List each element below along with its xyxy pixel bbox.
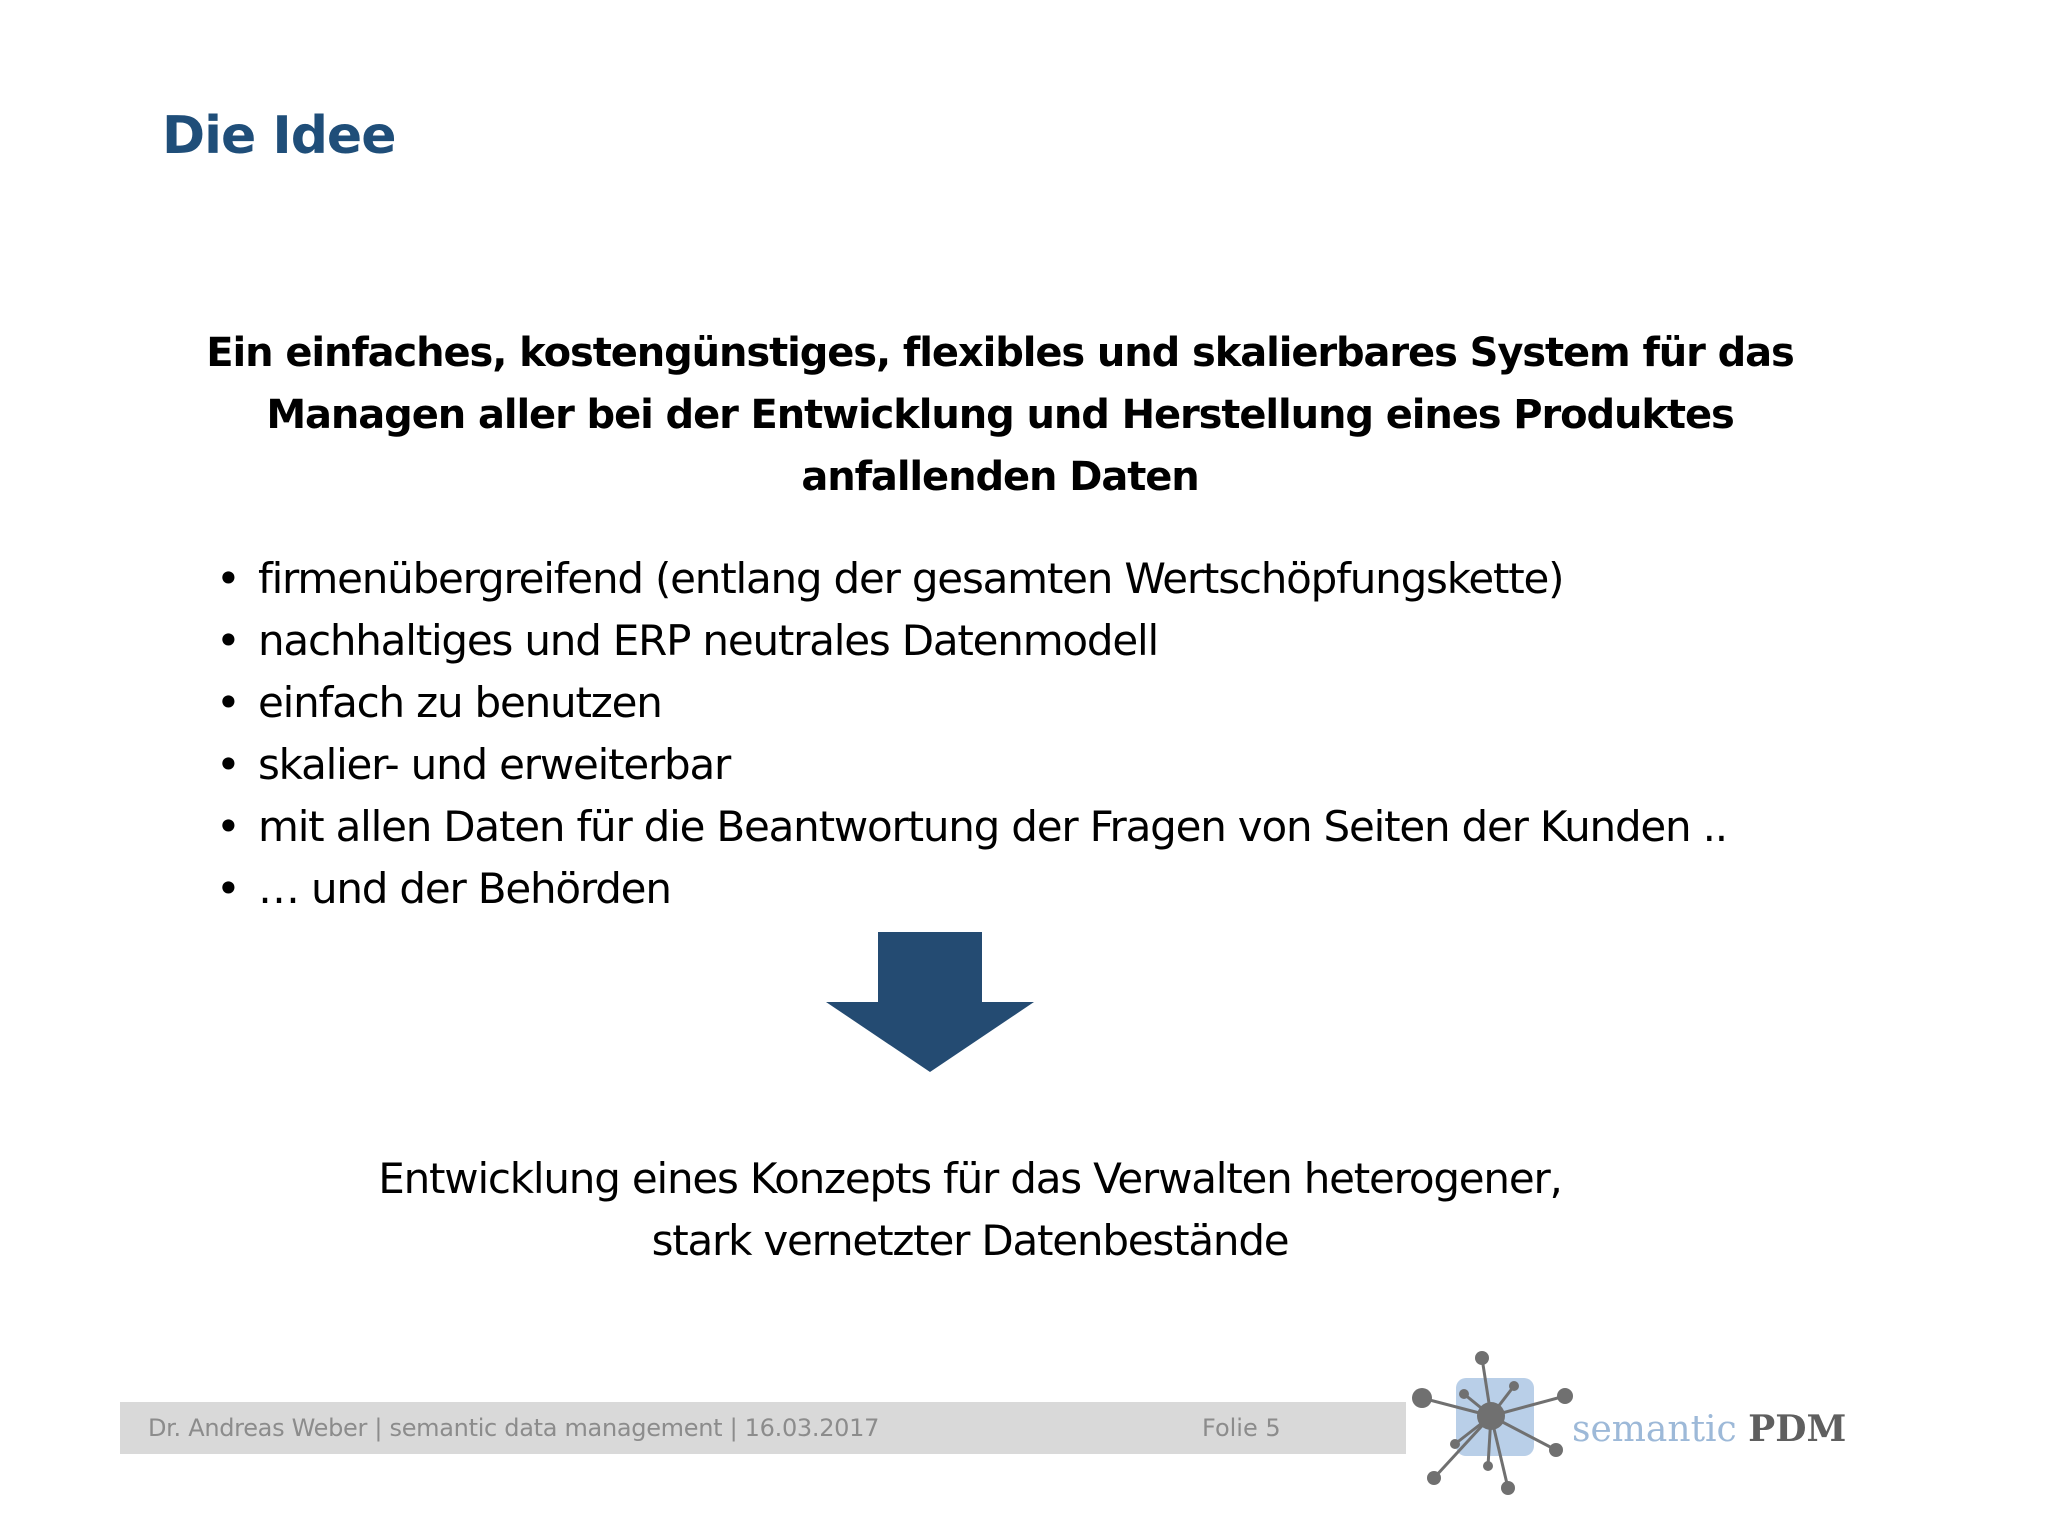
bullet-text: … und der Behörden bbox=[258, 864, 671, 913]
bullet-list bbox=[216, 548, 1727, 920]
down-arrow-shape bbox=[826, 932, 1034, 1072]
logo-word-semantic: semantic bbox=[1572, 1409, 1737, 1450]
network-logo-icon bbox=[1410, 1346, 1580, 1496]
logo-wordmark bbox=[1572, 1408, 1846, 1450]
headline-line: Managen aller bei der Entwicklung und Herstellung eines Produktes bbox=[266, 392, 1734, 438]
footer-page-number: Folie 5 bbox=[1202, 1414, 1281, 1442]
bullet-dot: • bbox=[216, 740, 240, 789]
bullet-dot: • bbox=[216, 864, 240, 913]
bullet-item bbox=[216, 858, 1727, 920]
bullet-item bbox=[216, 548, 1727, 610]
logo-word-pdm: PDM bbox=[1748, 1408, 1847, 1450]
bullet-item bbox=[216, 734, 1727, 796]
bullet-dot: • bbox=[216, 554, 240, 603]
headline-line: Ein einfaches, kostengünstiges, flexibles und skalierbares System für das bbox=[206, 330, 1794, 376]
footer-text: Dr. Andreas Weber | semantic data management | 16.03.2017 bbox=[148, 1414, 880, 1442]
conclusion-line: Entwicklung eines Konzepts für das Verwalten heterogener, bbox=[378, 1154, 1562, 1203]
bullet-dot: • bbox=[216, 678, 240, 727]
bullet-text: firmenübergreifend (entlang der gesamten Wertschöpfungskette) bbox=[258, 554, 1564, 603]
slide-title: Die Idee bbox=[162, 106, 396, 166]
down-arrow-icon bbox=[826, 932, 1034, 1072]
bullet-item bbox=[216, 610, 1727, 672]
headline bbox=[180, 322, 1820, 508]
conclusion bbox=[250, 1148, 1690, 1272]
bullet-item bbox=[216, 672, 1727, 734]
bullet-text: nachhaltiges und ERP neutrales Datenmodell bbox=[258, 616, 1158, 665]
conclusion-line: stark vernetzter Datenbestände bbox=[651, 1216, 1289, 1265]
headline-line: anfallenden Daten bbox=[801, 454, 1199, 500]
footer-bar bbox=[120, 1402, 1406, 1454]
bullet-item bbox=[216, 796, 1727, 858]
bullet-dot: • bbox=[216, 616, 240, 665]
bullet-dot: • bbox=[216, 802, 240, 851]
bullet-text: skalier- und erweiterbar bbox=[258, 740, 731, 789]
bullet-text: einfach zu benutzen bbox=[258, 678, 662, 727]
bullet-text: mit allen Daten für die Beantwortung der Fragen von Seiten der Kunden .. bbox=[258, 802, 1727, 851]
